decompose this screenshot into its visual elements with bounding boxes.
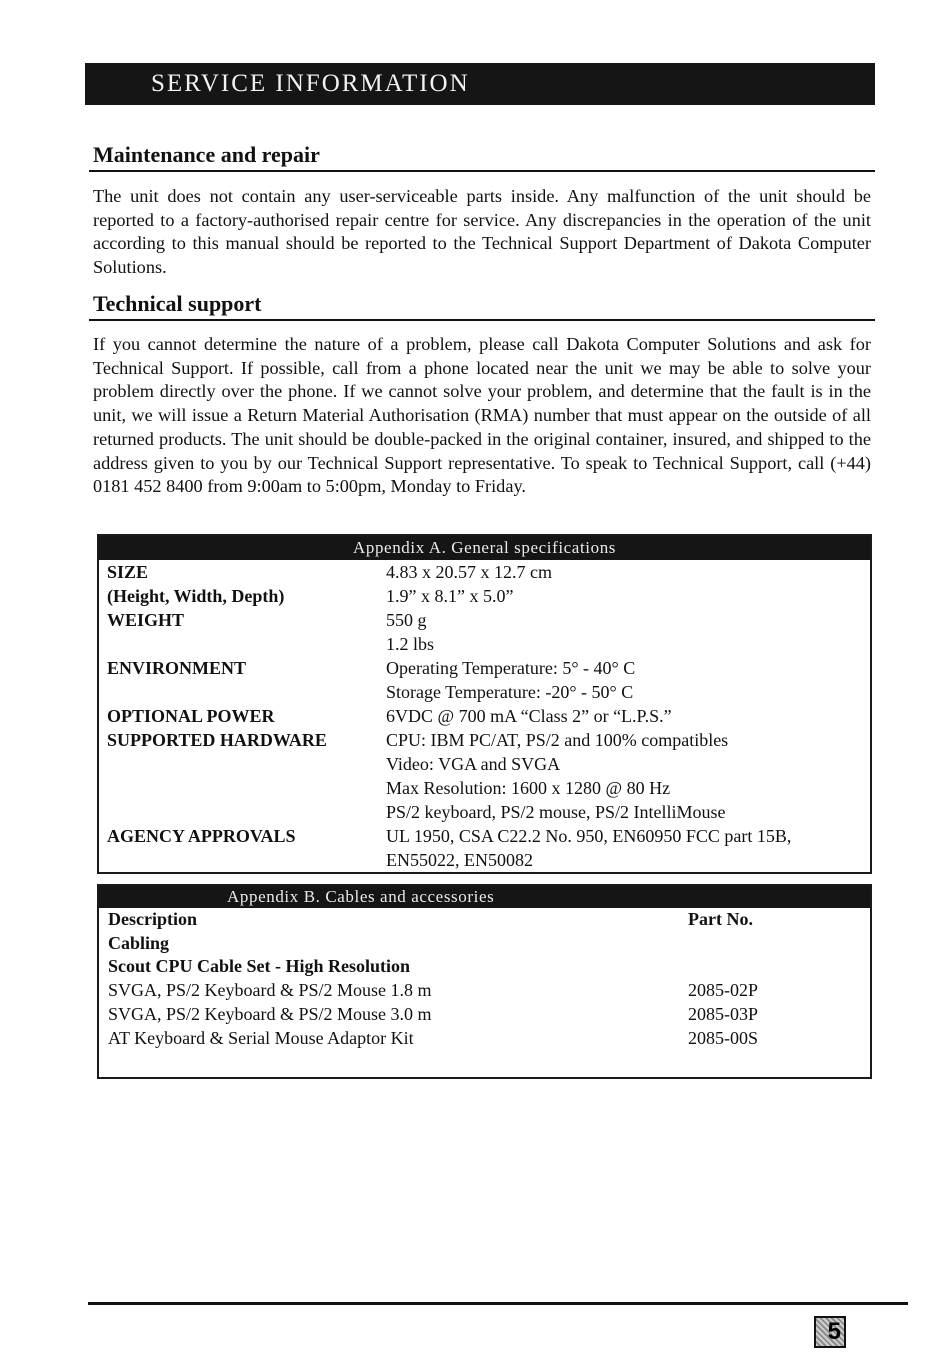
spec-row — [99, 776, 870, 800]
spec-label — [99, 632, 386, 656]
appendix-b-title: Appendix B. Cables and accessories — [99, 886, 870, 908]
spec-row — [99, 632, 870, 656]
cable-part-number: 2085-03P — [688, 1003, 759, 1024]
spec-label — [99, 776, 386, 800]
cable-description: SVGA, PS/2 Keyboard & PS/2 Mouse 1.8 m — [108, 980, 432, 1001]
column-header-part: Part No. — [688, 909, 753, 929]
spec-value: 4.83 x 20.57 x 12.7 cm — [386, 562, 552, 582]
spec-row — [99, 560, 870, 584]
maintenance-heading: Maintenance and repair — [93, 142, 320, 167]
spec-value: CPU: IBM PC/AT, PS/2 and 100% compatibles — [386, 730, 729, 750]
spec-row — [99, 680, 870, 704]
support-paragraph: If you cannot determine the nature of a problem, please call Dakota Computer Solutions and ask for Technical Support. If possible, call from a phone located near the unit we may be able to solve your problem directly over the phone. If we cannot solve your problem, and determine that the fault is in the unit, we will issue a Return Material Authorisation (RMA) number that must appear on the outside of all returned products. The unit should be double-packed in the original container, insured, and shipped to the address given to you by our Technical Support representative. To speak to Technical Support, call (+44) 0181 452 8400 from 9:00am to 5:00pm, Monday to Friday. — [93, 334, 871, 497]
table-row — [99, 1027, 870, 1051]
table-row — [99, 979, 870, 1003]
cable-description: SVGA, PS/2 Keyboard & PS/2 Mouse 3.0 m — [108, 1003, 432, 1024]
spec-label — [99, 800, 386, 824]
spec-row — [99, 704, 870, 728]
spec-row — [99, 728, 870, 752]
spec-label: WEIGHT — [107, 610, 185, 630]
spec-value: Storage Temperature: -20° - 50° C — [386, 682, 634, 702]
spec-value: 1.9” x 8.1” x 5.0” — [386, 586, 514, 606]
footer-rule — [88, 1302, 908, 1305]
spec-label: OPTIONAL POWER — [107, 706, 275, 726]
spec-label: SUPPORTED HARDWARE — [107, 730, 327, 750]
spec-row — [99, 584, 870, 608]
spec-value: PS/2 keyboard, PS/2 mouse, PS/2 IntelliMouse — [386, 802, 726, 822]
spec-value: 550 g — [386, 610, 427, 630]
spec-label: SIZE — [107, 562, 149, 582]
appendix-b-table — [97, 884, 872, 1079]
spec-value: UL 1950, CSA C22.2 No. 950, EN60950 FCC part 15B, — [386, 826, 792, 846]
spec-row — [99, 752, 870, 776]
spec-row — [99, 800, 870, 824]
cable-description: AT Keyboard & Serial Mouse Adaptor Kit — [108, 1027, 414, 1048]
spec-value: 1.2 lbs — [386, 634, 435, 654]
spec-value: 6VDC @ 700 mA “Class 2” or “L.P.S.” — [386, 706, 672, 726]
spec-value: Operating Temperature: 5° - 40° C — [386, 658, 636, 678]
spec-label: ENVIRONMENT — [107, 658, 247, 678]
cable-part-number: 2085-02P — [688, 980, 759, 1001]
maintenance-rule — [89, 170, 875, 172]
spec-row — [99, 848, 870, 872]
cable-group-label — [99, 932, 870, 956]
cable-subgroup-text: Scout CPU Cable Set - High Resolution — [108, 956, 411, 977]
spec-value: EN55022, EN50082 — [386, 850, 533, 870]
cable-group-text: Cabling — [108, 932, 170, 953]
table-row — [99, 1003, 870, 1027]
spec-row — [99, 824, 870, 848]
spec-label — [99, 680, 386, 704]
cable-subgroup-label — [99, 955, 870, 979]
page-number: 5 — [814, 1316, 846, 1348]
support-heading: Technical support — [93, 291, 262, 316]
appendix-a-table — [97, 534, 872, 874]
spec-row — [99, 608, 870, 632]
cable-part-number: 2085-00S — [688, 1027, 759, 1048]
support-rule — [89, 319, 875, 321]
cable-table-header — [99, 908, 870, 932]
spec-value: Video: VGA and SVGA — [386, 754, 561, 774]
maintenance-paragraph: The unit does not contain any user-serviceable parts inside. Any malfunction of the unit should be reported to a factory-authorised repair centre for service. Any discrepancies in the operation of the unit according to this manual should be reported to the Technical Support Department of Dakota Computer Solutions. — [93, 186, 871, 278]
appendix-a-title: Appendix A. General specifications — [99, 536, 870, 560]
spec-label — [99, 848, 386, 872]
spec-row — [99, 656, 870, 680]
page-banner — [85, 63, 875, 105]
spec-label: AGENCY APPROVALS — [107, 826, 296, 846]
spec-label: (Height, Width, Depth) — [107, 586, 285, 606]
column-header-description: Description — [108, 909, 197, 929]
banner-title: SERVICE INFORMATION — [151, 70, 470, 97]
spec-value: Max Resolution: 1600 x 1280 @ 80 Hz — [386, 778, 671, 798]
spec-label — [99, 752, 386, 776]
